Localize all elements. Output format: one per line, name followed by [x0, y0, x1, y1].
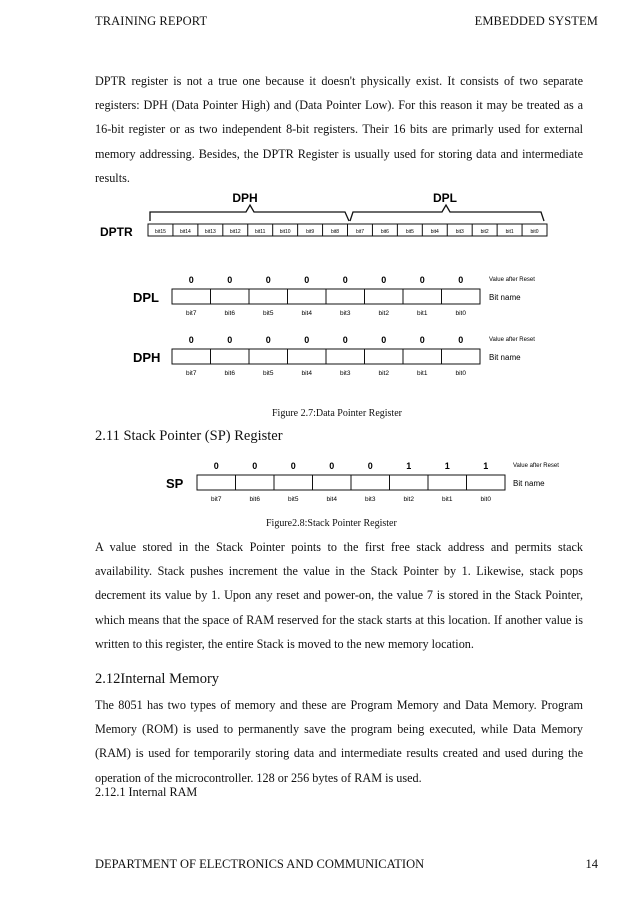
dph-reset-value: 0: [381, 335, 387, 345]
intro-paragraph: DPTR register is not a true one because it doesn't physically exist. It consists of two separate registers: DPH (Data Pointer High) and (Data Pointer Low). For this reason it may be treated as a 16-bit register or as two independent 8-bit registers. Their 16 bits are primarly used for external memory addressing. Besides, the DPTR Register is usually used for storing data and intermediate results.: [95, 74, 583, 185]
sp-reset-value: 1: [444, 461, 450, 471]
dph-reset-value: 0: [227, 335, 233, 345]
figure-2-8-caption: Figure2.8:Stack Pointer Register: [266, 518, 397, 529]
sp-bit-name: bit1: [442, 496, 453, 503]
dpl-reset-value: 0: [381, 275, 387, 285]
internal-memory-heading: 2.12Internal Memory: [95, 671, 220, 687]
dptr-bit-name: bit1: [505, 229, 514, 235]
dptr-bit-name: bit5: [405, 229, 414, 235]
sp-reset-value: 1: [406, 461, 412, 471]
dptr-bit-name: bit13: [204, 229, 216, 235]
dpl-bit-name: bit1: [417, 310, 428, 317]
dph-bit-name: bit0: [455, 370, 466, 377]
sp-bit-name: bit4: [326, 496, 337, 503]
dph-bit-name: bit3: [340, 370, 351, 377]
dph-bit-name: bit7: [186, 370, 197, 377]
dph-bit-name: bit2: [378, 370, 389, 377]
dph-reset-value: 0: [458, 335, 464, 345]
dph-reset-value: 0: [342, 335, 348, 345]
sp-reset-value: 0: [329, 461, 335, 471]
dph-bit-name: bit4: [301, 370, 312, 377]
dph-brace-label: DPH: [232, 191, 258, 205]
sp-bit-name: bit5: [288, 496, 299, 503]
dpl-bit-name: bit4: [301, 310, 312, 317]
dph-reset-legend: Value after Reset: [489, 337, 535, 343]
footer-left: DEPARTMENT OF ELECTRONICS AND COMMUNICATION: [95, 857, 425, 871]
memory-paragraph: The 8051 has two types of memory and these are Program Memory and Data Memory. Program Memory (ROM) is used to permanently save the program being executed, while Data Memory (RAM) is used for temporarily storing data and intermediate results created and used during the operation of the microcontroller. 128 or 256 bytes of RAM is used.: [95, 698, 583, 785]
dptr-bit-name: bit15: [155, 229, 166, 235]
dpl-reset-legend: Value after Reset: [489, 277, 535, 283]
dptr-bit-name: bit11: [254, 229, 266, 235]
dpl-bit-name: bit0: [455, 310, 466, 317]
sp-reset-value: 0: [252, 461, 258, 471]
dptr-bit-name: bit6: [380, 229, 389, 235]
dptr-bit-name: bit8: [331, 229, 340, 235]
dptr-bit-name: bit3: [455, 229, 464, 235]
dptr-label: DPTR: [100, 225, 133, 239]
dpl-bit-name: bit5: [263, 310, 274, 317]
dptr-figure: [0, 188, 638, 388]
sp-bit-legend: Bit name: [513, 479, 545, 488]
dph-bit-name: bit5: [263, 370, 274, 377]
dph-reset-value: 0: [419, 335, 425, 345]
dptr-bit-name: bit12: [229, 229, 241, 235]
dph-bit-name: bit1: [417, 370, 428, 377]
sp-figure: [0, 456, 638, 516]
dph-reset-value: 0: [265, 335, 271, 345]
sp-heading: 2.11 Stack Pointer (SP) Register: [95, 428, 283, 444]
dpl-label: DPL: [133, 290, 159, 305]
dpl-reset-value: 0: [227, 275, 233, 285]
sp-reset-value: 0: [367, 461, 373, 471]
dpl-reset-value: 0: [342, 275, 348, 285]
sp-paragraph: A value stored in the Stack Pointer points to the first free stack address and permits stack availability. Stack pushes increment the value in the Stack Pointer by 1. Likewise, stack pops decrement its value by 1. Upon any reset and power-on, the value 7 is stored in the Stack Pointer, which means that the space of RAM reserved for the stack starts at this location. If another value is written to this register, the entire Stack is moved to the new memory location.: [95, 540, 583, 651]
dptr-bit-name: bit10: [279, 229, 291, 235]
sp-reset-legend: Value after Reset: [513, 463, 559, 469]
footer-page-number: 14: [585, 857, 598, 871]
dpl-reset-value: 0: [458, 275, 464, 285]
dpl-bit-name: bit2: [378, 310, 389, 317]
sp-bit-name: bit3: [365, 496, 376, 503]
figure-2-7-caption: Figure 2.7:Data Pointer Register: [272, 408, 402, 419]
sp-bit-name: bit7: [211, 496, 222, 503]
sp-bit-name: bit2: [403, 496, 414, 503]
sp-reset-value: 0: [213, 461, 219, 471]
sp-bit-name: bit0: [480, 496, 491, 503]
dpl-brace-label: DPL: [433, 191, 457, 205]
dph-brace: [150, 205, 349, 221]
dph-bit-name: bit6: [224, 370, 235, 377]
sp-bit-name: bit6: [249, 496, 260, 503]
dpl-bit-name: bit7: [186, 310, 197, 317]
dph-reset-value: 0: [304, 335, 310, 345]
dpl-brace: [350, 205, 544, 221]
header-left: TRAINING REPORT: [95, 14, 208, 28]
dpl-reset-value: 0: [188, 275, 194, 285]
sp-label: SP: [166, 476, 184, 491]
dph-label: DPH: [133, 350, 161, 365]
dpl-bit-name: bit3: [340, 310, 351, 317]
dpl-reset-value: 0: [304, 275, 310, 285]
dpl-bit-name: bit6: [224, 310, 235, 317]
dptr-bit-name: bit9: [306, 229, 315, 235]
internal-ram-heading: 2.12.1 Internal RAM: [95, 785, 198, 799]
dptr-bit-name: bit2: [480, 229, 489, 235]
header-right: EMBEDDED SYSTEM: [474, 14, 598, 28]
dptr-bit-name: bit14: [179, 229, 191, 235]
dph-bit-legend: Bit name: [489, 353, 521, 362]
dptr-bit-name: bit4: [430, 229, 439, 235]
dph-reset-value: 0: [188, 335, 194, 345]
dpl-reset-value: 0: [265, 275, 271, 285]
sp-reset-value: 1: [483, 461, 489, 471]
dpl-reset-value: 0: [419, 275, 425, 285]
dpl-bit-legend: Bit name: [489, 293, 521, 302]
sp-reset-value: 0: [290, 461, 296, 471]
dptr-bit-name: bit7: [355, 229, 364, 235]
dptr-bit-name: bit0: [530, 229, 539, 235]
